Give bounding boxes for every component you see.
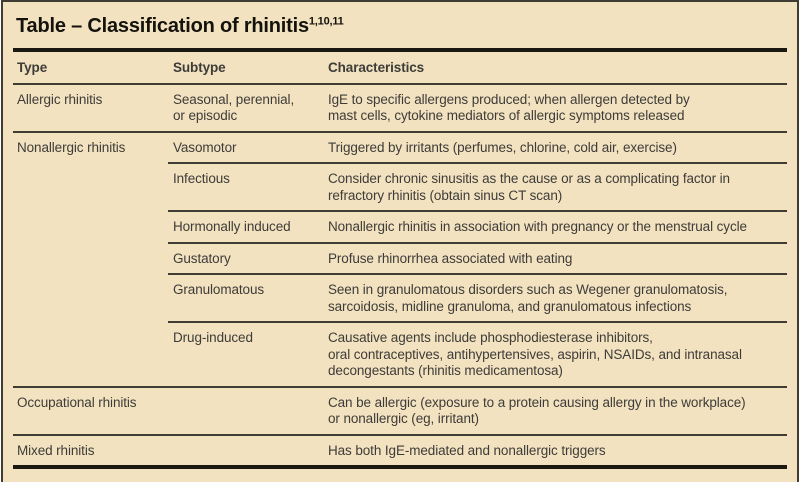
- type-cell: Occupational rhinitis: [17, 394, 137, 410]
- type-cell: [13, 275, 173, 321]
- subtype-cell: Seasonal, perennial, or episodic: [173, 91, 295, 123]
- subtype-cell: [173, 388, 328, 434]
- bottom-padding: [13, 469, 787, 478]
- type-cell: Allergic rhinitis: [17, 91, 103, 107]
- subtype-cell: Vasomotor: [173, 139, 237, 155]
- table-row: [13, 436, 787, 466]
- type-cell: Mixed rhinitis: [17, 442, 95, 458]
- subtype-cell: Granulomatous: [173, 282, 264, 297]
- subtype-cell: Hormonally induced: [173, 219, 291, 234]
- table-content: [13, 2, 787, 478]
- subtype-cell: Drug-induced: [173, 330, 253, 345]
- subtype-cell: [173, 436, 328, 466]
- table-row: [13, 388, 787, 434]
- subtype-cell: Gustatory: [173, 250, 231, 266]
- characteristics-cell: Causative agents include phosphodiesterase inhibitors, oral contraceptives, antihypertensives, aspirin, NSAIDs, and intranasal decongestants (rhinitis medicamentosa): [328, 330, 742, 378]
- table-row: [13, 164, 787, 210]
- type-cell: Nonallergic rhinitis: [17, 139, 126, 155]
- table-row: [13, 244, 787, 274]
- characteristics-cell: Triggered by irritants (perfumes, chlorine, cold air, exercise): [328, 139, 677, 155]
- table-row: [13, 323, 787, 386]
- table-title-text: Table – Classification of rhinitis: [16, 15, 309, 37]
- characteristics-cell: IgE to specific allergens produced; when allergen detected by mast cells, cytokine mediators of allergic symptoms released: [328, 91, 690, 123]
- subtype-cell: Infectious: [173, 171, 230, 186]
- characteristics-cell: Profuse rhinorrhea associated with eating: [328, 250, 573, 266]
- type-cell: [13, 164, 173, 210]
- characteristics-cell: Has both IgE-mediated and nonallergic triggers: [328, 442, 606, 458]
- rhinitis-classification-table: [1, 0, 799, 482]
- characteristics-cell: Consider chronic sinusitis as the cause or as a complicating factor in refractory rhinitis (obtain sinus CT scan): [328, 171, 730, 203]
- characteristics-cell: Seen in granulomatous disorders such as Wegener granulomatosis, sarcoidosis, midline granuloma, and granulomatous infections: [328, 282, 728, 314]
- table-row: [13, 85, 787, 131]
- column-header-type: Type: [17, 60, 48, 75]
- type-cell: [13, 323, 173, 386]
- table-body: [13, 85, 787, 466]
- table-header-row: [13, 52, 787, 83]
- characteristics-cell: Nonallergic rhinitis in association with pregnancy or the menstrual cycle: [328, 219, 747, 234]
- type-cell: [13, 212, 173, 242]
- type-cell: [13, 244, 173, 274]
- table-row: [13, 275, 787, 321]
- citation-superscript: 1,10,11: [308, 15, 344, 28]
- table-row: [13, 133, 787, 163]
- column-header-subtype: Subtype: [173, 60, 226, 75]
- table-title: [13, 2, 787, 48]
- table-row: [13, 212, 787, 242]
- column-header-characteristics: Characteristics: [328, 60, 425, 75]
- characteristics-cell: Can be allergic (exposure to a protein causing allergy in the workplace) or nonallergic (eg, irritant): [328, 394, 746, 426]
